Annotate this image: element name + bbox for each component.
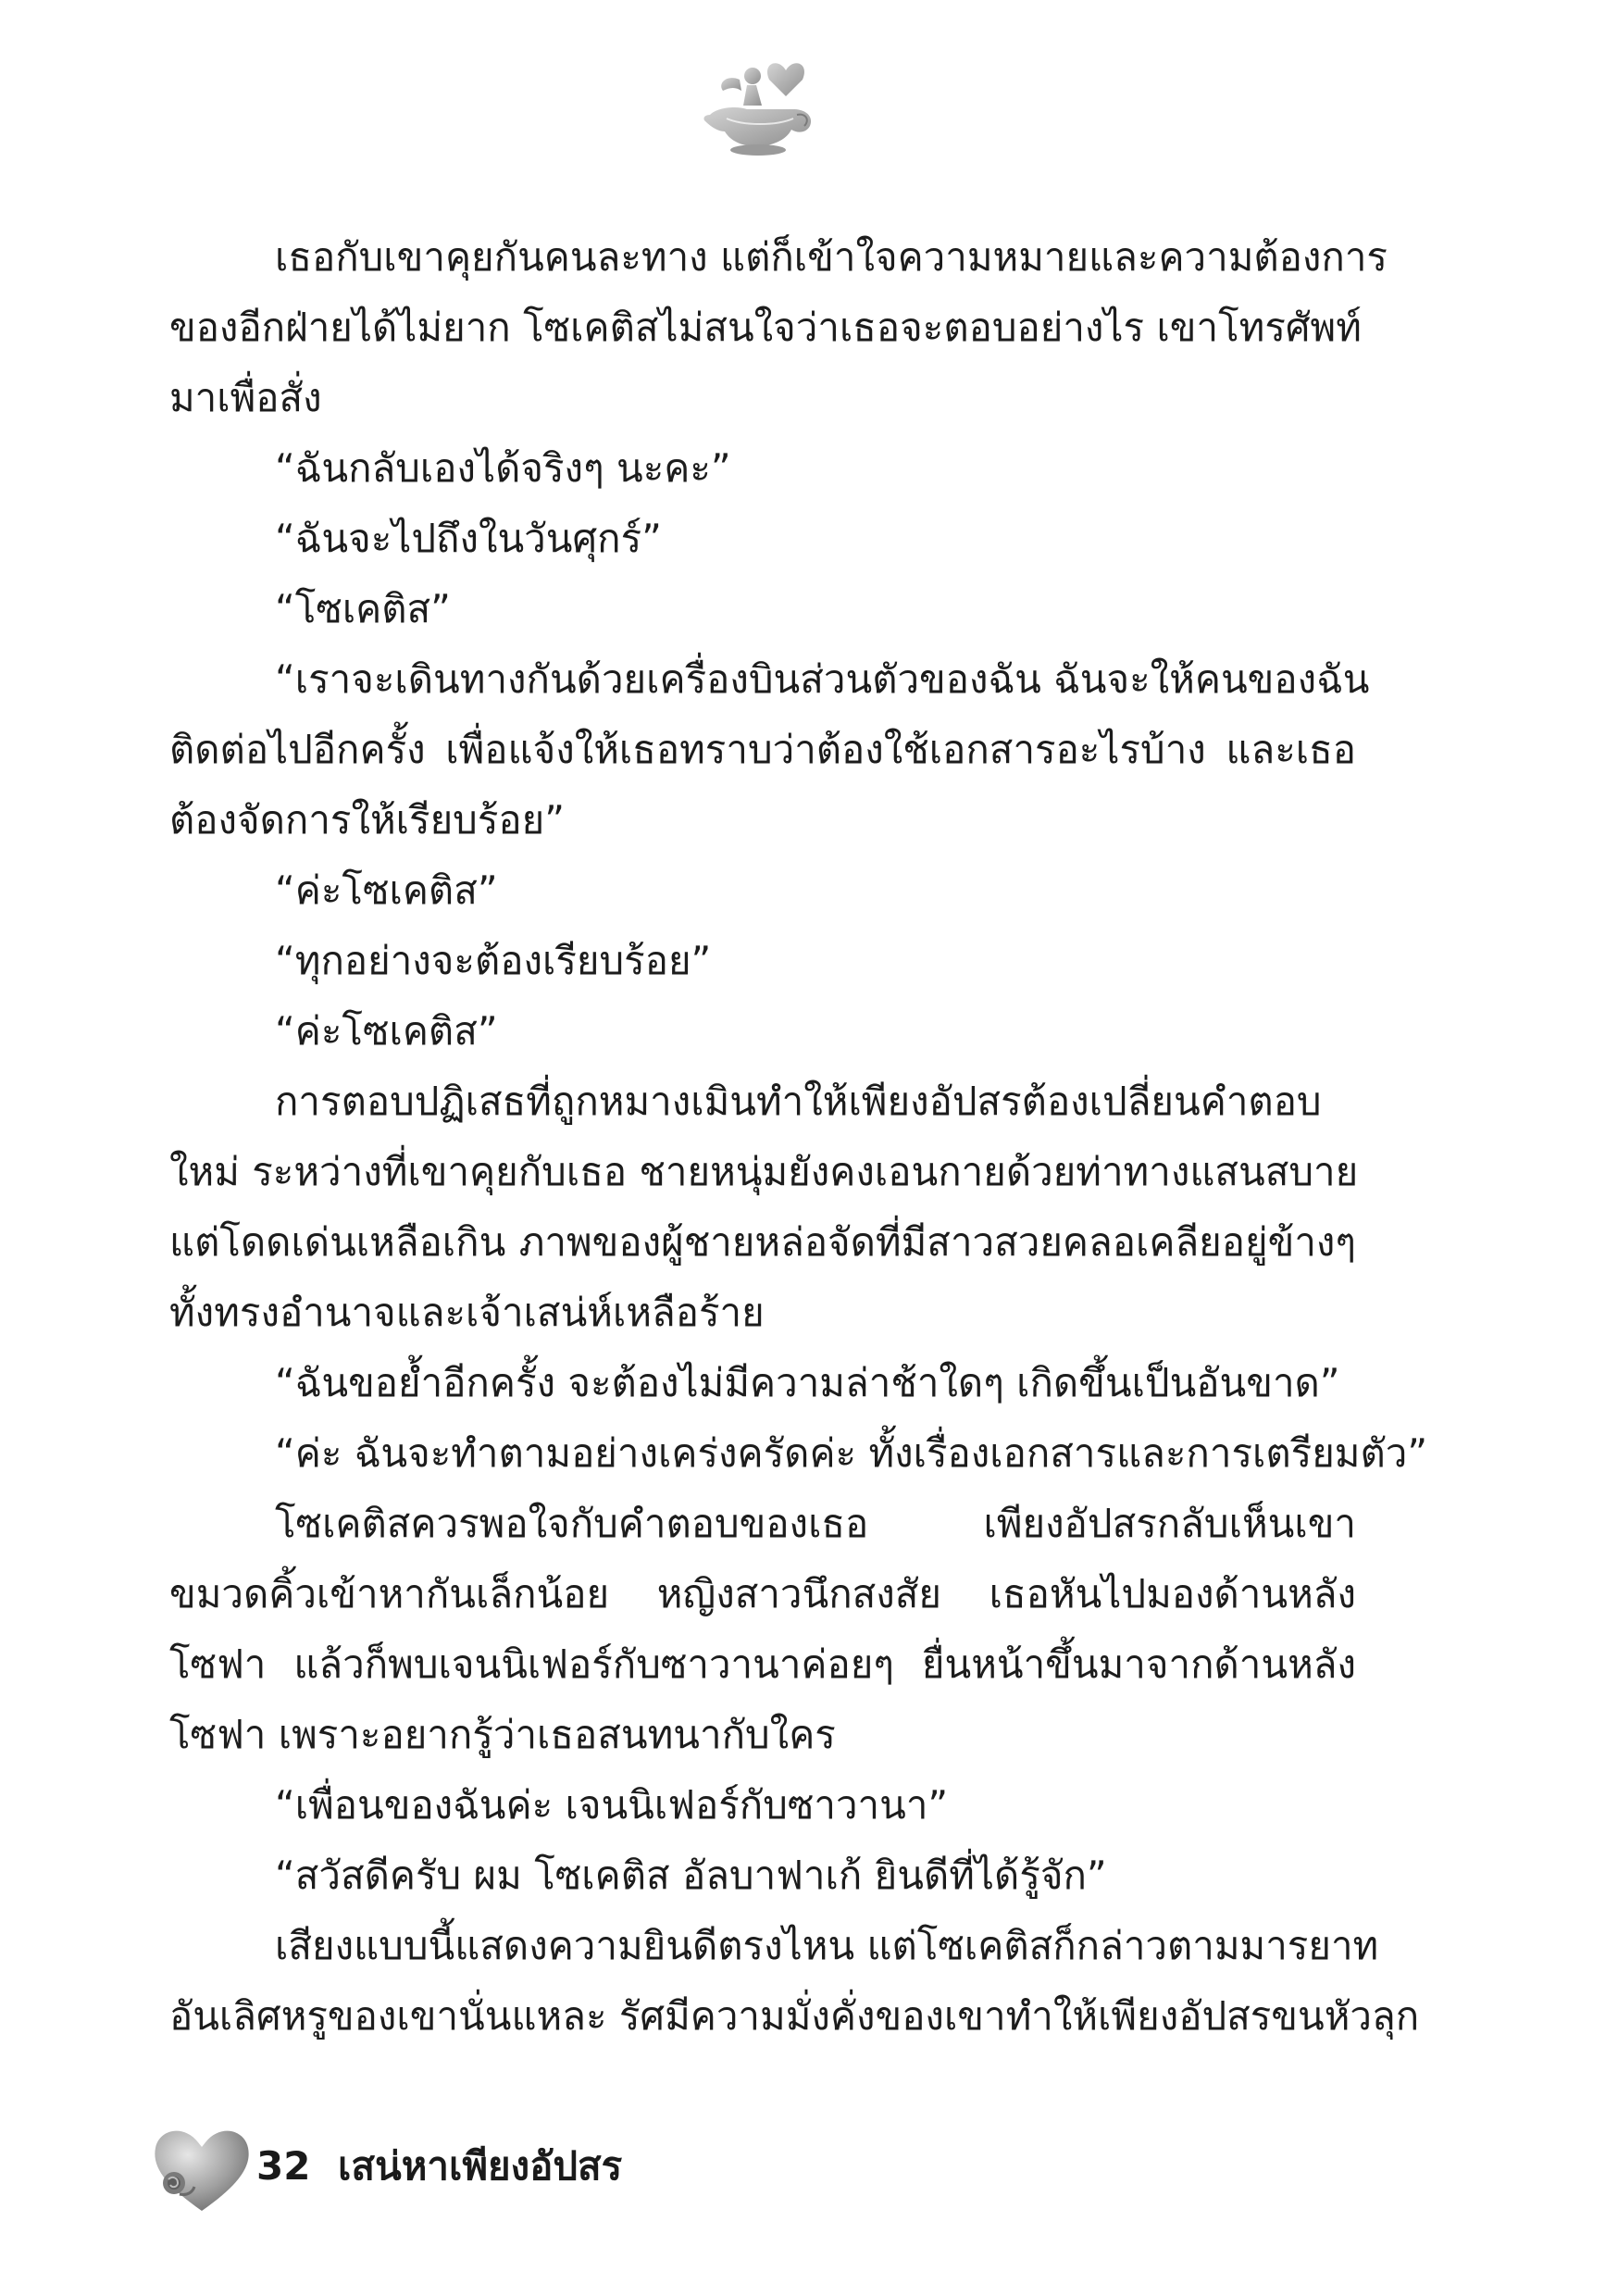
paragraph-line: โซฟา แล้วก็พบเจนนิเฟอร์กับซาวานาค่อยๆ ยื่นหน้าขึ้นมาจากด้านหลัง (169, 1641, 1356, 1687)
paragraph-line: การตอบปฏิเสธที่ถูกหมางเมินทำให้เพียงอัปสรต้องเปลี่ยนคำตอบ (275, 1079, 1322, 1124)
paragraph-line: โซฟา เพราะอยากรู้ว่าเธอสนทนากับใคร (169, 1712, 836, 1757)
paragraph-line: โซเคติสควรพอใจกับคำตอบของเธอ เพียงอัปสรกลับเห็นเขา (275, 1501, 1356, 1546)
book-title: เสน่หาเพียงอัปสร (338, 2143, 623, 2189)
dialogue-line: “เพื่อนของฉันค่ะ เจนนิเฟอร์กับซาวานา” (275, 1782, 949, 1828)
paragraph-line: เธอกับเขาคุยกันคนละทาง แต่ก็เข้าใจความหมายและความต้องการ (275, 234, 1388, 280)
paragraph-line: มาเพื่อสั่ง (169, 375, 322, 420)
dialogue-line: “สวัสดีครับ ผม โซเคติส อัลบาฟาเก้ ยินดีที่ได้รู้จัก” (275, 1853, 1107, 1898)
paragraph-line: ขมวดคิ้วเข้าหากันเล็กน้อย หญิงสาวนึกสงสัย เธอหันไปมองด้านหลัง (169, 1571, 1356, 1616)
dialogue-line: “ค่ะโซเคติส” (275, 1008, 498, 1054)
page-number: 32 (256, 2143, 311, 2189)
paragraph-line: ติดต่อไปอีกครั้ง เพื่อแจ้งให้เธอทราบว่าต้องใช้เอกสารอะไรบ้าง และเธอ (169, 727, 1356, 772)
dialogue-line: “โซเคติส” (275, 586, 451, 631)
dialogue-line: “ค่ะ ฉันจะทำตามอย่างเคร่งครัดค่ะ ทั้งเรื่องเอกสารและการเตรียมตัว” (275, 1430, 1428, 1476)
paragraph-line: ของอีกฝ่ายได้ไม่ยาก โซเคติสไม่สนใจว่าเธอจะตอบอย่างไร เขาโทรศัพท์ (169, 305, 1362, 350)
dialogue-line: “ฉันจะไปถึงในวันศุกร์” (275, 516, 662, 561)
dialogue-line: “ค่ะโซเคติส” (275, 867, 498, 913)
paragraph-line: แต่โดดเด่นเหลือเกิน ภาพของผู้ชายหล่อจัดที่มีสาวสวยคลอเคลียอยู่ข้างๆ (169, 1219, 1356, 1265)
paragraph-line: ต้องจัดการให้เรียบร้อย” (169, 797, 565, 842)
dialogue-line: “ทุกอย่างจะต้องเรียบร้อย” (275, 938, 712, 983)
dialogue-line: “ฉันกลับเองได้จริงๆ นะคะ” (275, 445, 731, 491)
paragraph-line: เสียงแบบนี้แสดงความยินดีตรงไหน แต่โซเคติสก็กล่าวตามมารยาท (275, 1923, 1379, 1968)
paragraph-line: ใหม่ ระหว่างที่เขาคุยกับเธอ ชายหนุ่มยังคงเอนกายด้วยท่าทางแสนสบาย (169, 1149, 1359, 1194)
heart-rose-icon (146, 2118, 257, 2220)
dialogue-line: “ฉันขอย้ำอีกครั้ง จะต้องไม่มีความล่าช้าใดๆ เกิดขึ้นเป็นอันขาด” (275, 1360, 1340, 1405)
paragraph-line: ทั้งทรงอำนาจและเจ้าเสน่ห์เหลือร้าย (169, 1290, 765, 1335)
paragraph-line: อันเลิศหรูของเขานั่นแหละ รัศมีความมั่งคั่งของเขาทำให้เพียงอัปสรขนหัวลุก (169, 1993, 1420, 2039)
dialogue-line: “เราจะเดินทางกันด้วยเครื่องบินส่วนตัวของฉัน ฉันจะให้คนของฉัน (275, 656, 1370, 702)
cupid-teapot-ornament-icon (690, 54, 828, 165)
